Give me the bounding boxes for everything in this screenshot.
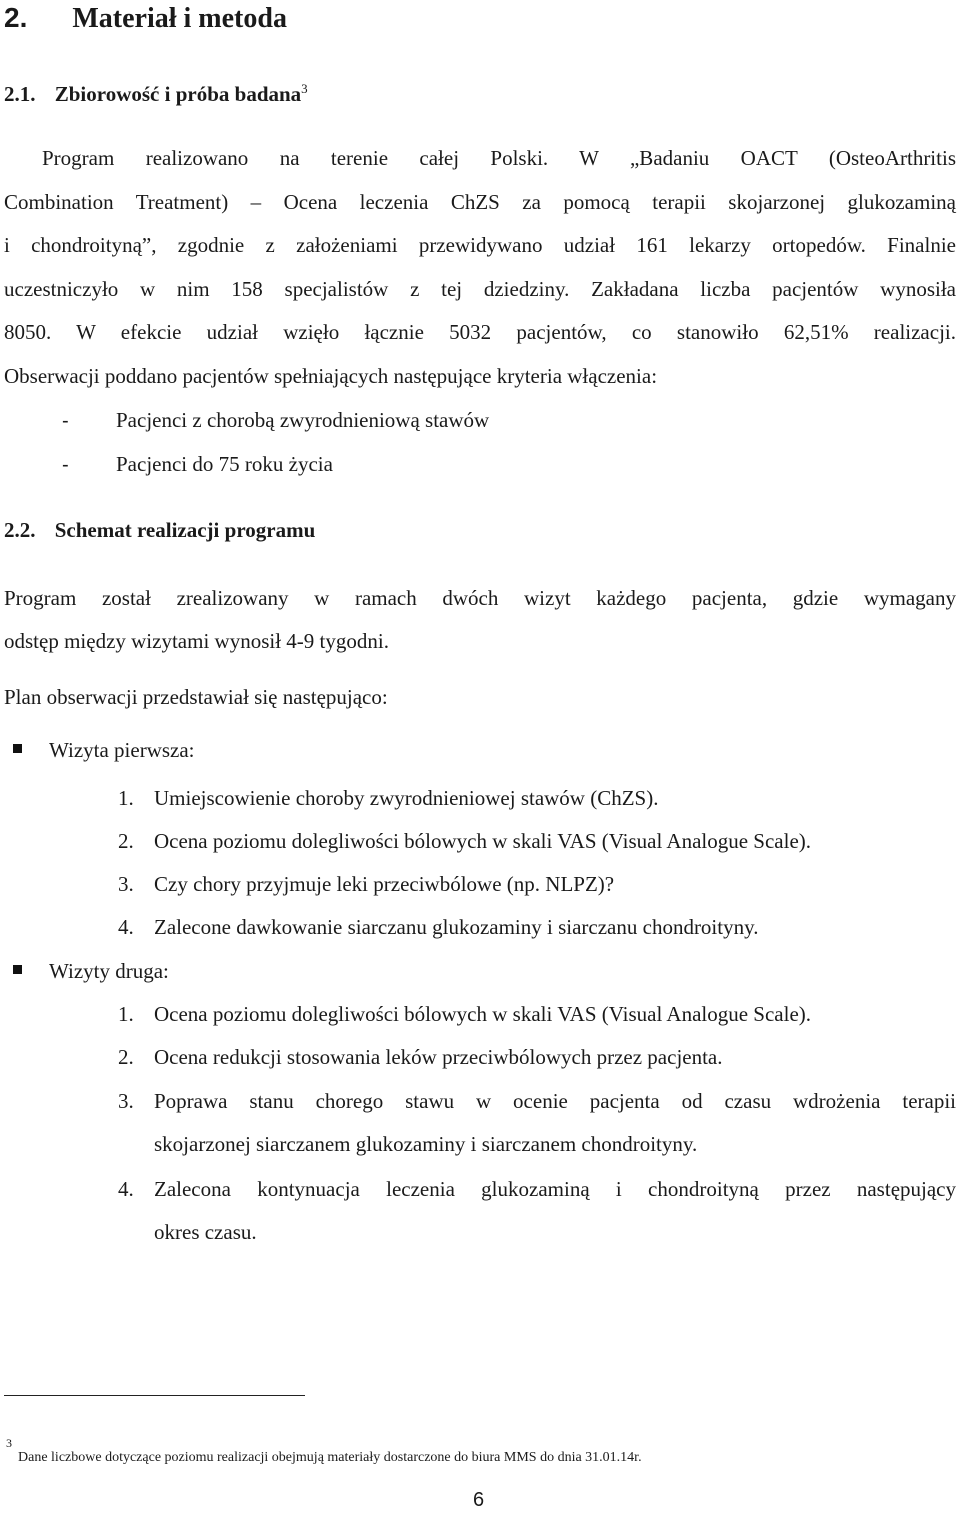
paragraph-line: Obserwacji poddano pacjentów spełniających następujące kryteria włączenia: xyxy=(4,364,658,388)
section-title: Materiał i metoda xyxy=(72,3,287,34)
paragraph-line: uczestniczyło w nim 158 specjalistów z tej dziedziny. Zakładana liczba pacjentów wynosiła xyxy=(4,277,956,301)
footnote-rule xyxy=(4,1395,305,1396)
subsection-number: 2.1. xyxy=(4,82,36,106)
visit-item-text: Zalecona kontynuacja leczenia glukozaminą i chondroityną przez następujący xyxy=(154,1177,956,1201)
visit-item-number: 2. xyxy=(118,829,134,853)
footnote-mark: 3 xyxy=(6,1436,12,1450)
visit-item-text: Zalecone dawkowanie siarczanu glukozaminy i siarczanu chondroityny. xyxy=(154,915,759,939)
paragraph-line: Plan obserwacji przedstawiał się następująco: xyxy=(4,685,388,709)
visit-item-number: 1. xyxy=(118,1002,134,1026)
visit-item-number: 3. xyxy=(118,872,134,896)
paragraph-line: i chondroityną”, zgodnie z założeniami przewidywano udział 161 lekarzy ortopedów. Finalnie xyxy=(4,233,956,257)
paragraph-line: Program realizowano na terenie całej Polski. W „Badaniu OACT (OsteoArthritis xyxy=(42,146,956,170)
visit-item-number: 2. xyxy=(118,1045,134,1069)
visit-item-text: Ocena redukcji stosowania leków przeciwbólowych przez pacjenta. xyxy=(154,1045,723,1069)
visit-label: Wizyta pierwsza: xyxy=(49,738,195,762)
dash-bullet: - xyxy=(62,454,69,476)
visit-item-number: 4. xyxy=(118,1177,134,1201)
subsection-title: Schemat realizacji programu xyxy=(54,518,316,542)
visit-item-text: Umiejscowienie choroby zwyrodnieniowej stawów (ChZS). xyxy=(154,786,659,810)
visit-label: Wizyty druga: xyxy=(49,959,169,983)
visit-item-text: Ocena poziomu dolegliwości bólowych w skali VAS (Visual Analogue Scale). xyxy=(154,829,812,853)
footnote-text: Dane liczbowe dotyczące poziomu realizacji obejmują materiały dostarczone do biura MMS do dnia 31.01.14r. xyxy=(18,1450,642,1465)
paragraph-line: odstęp między wizytami wynosił 4-9 tygodni. xyxy=(4,629,389,653)
square-bullet xyxy=(13,965,22,974)
visit-item-number: 1. xyxy=(118,786,134,810)
subsection-heading-2 xyxy=(4,517,315,543)
criteria-text: Pacjenci z chorobą zwyrodnieniową stawów xyxy=(116,408,490,432)
visit-item-text: Poprawa stanu chorego stawu w ocenie pacjenta od czasu wdrożenia terapii xyxy=(154,1089,956,1113)
visit-item-text-cont: okres czasu. xyxy=(154,1220,257,1244)
visit-item-number: 4. xyxy=(118,915,134,939)
section-number: 2. xyxy=(4,2,28,33)
paragraph-line: 8050. W efekcie udział wzięło łącznie 5032 pacjentów, co stanowiło 62,51% realizacji. xyxy=(4,320,956,344)
page-number: 6 xyxy=(473,1489,485,1511)
dash-bullet: - xyxy=(62,410,69,432)
criteria-text: Pacjenci do 75 roku życia xyxy=(116,452,333,476)
subsection-number: 2.2. xyxy=(4,518,36,542)
footnote-ref: 3 xyxy=(301,81,308,96)
criteria-item xyxy=(4,451,333,478)
subsection-title: Zbiorowość i próba badana xyxy=(54,82,302,106)
visit-item-text: Ocena poziomu dolegliwości bólowych w skali VAS (Visual Analogue Scale). xyxy=(154,1002,812,1026)
square-bullet xyxy=(13,744,22,753)
subsection-heading-1 xyxy=(4,76,308,107)
paragraph-line: Combination Treatment) – Ocena leczenia ChZS za pomocą terapii skojarzonej glukozaminą xyxy=(4,190,956,214)
section-heading xyxy=(4,2,287,35)
paragraph-line: Program został zrealizowany w ramach dwóch wizyt każdego pacjenta, gdzie wymagany xyxy=(4,586,956,610)
visit-item-text-cont: skojarzonej siarczanem glukozaminy i siarczanem chondroityny. xyxy=(154,1132,698,1156)
visit-item-number: 3. xyxy=(118,1089,134,1113)
criteria-item xyxy=(4,407,489,434)
visit-item-text: Czy chory przyjmuje leki przeciwbólowe (np. NLPZ)? xyxy=(154,872,615,896)
